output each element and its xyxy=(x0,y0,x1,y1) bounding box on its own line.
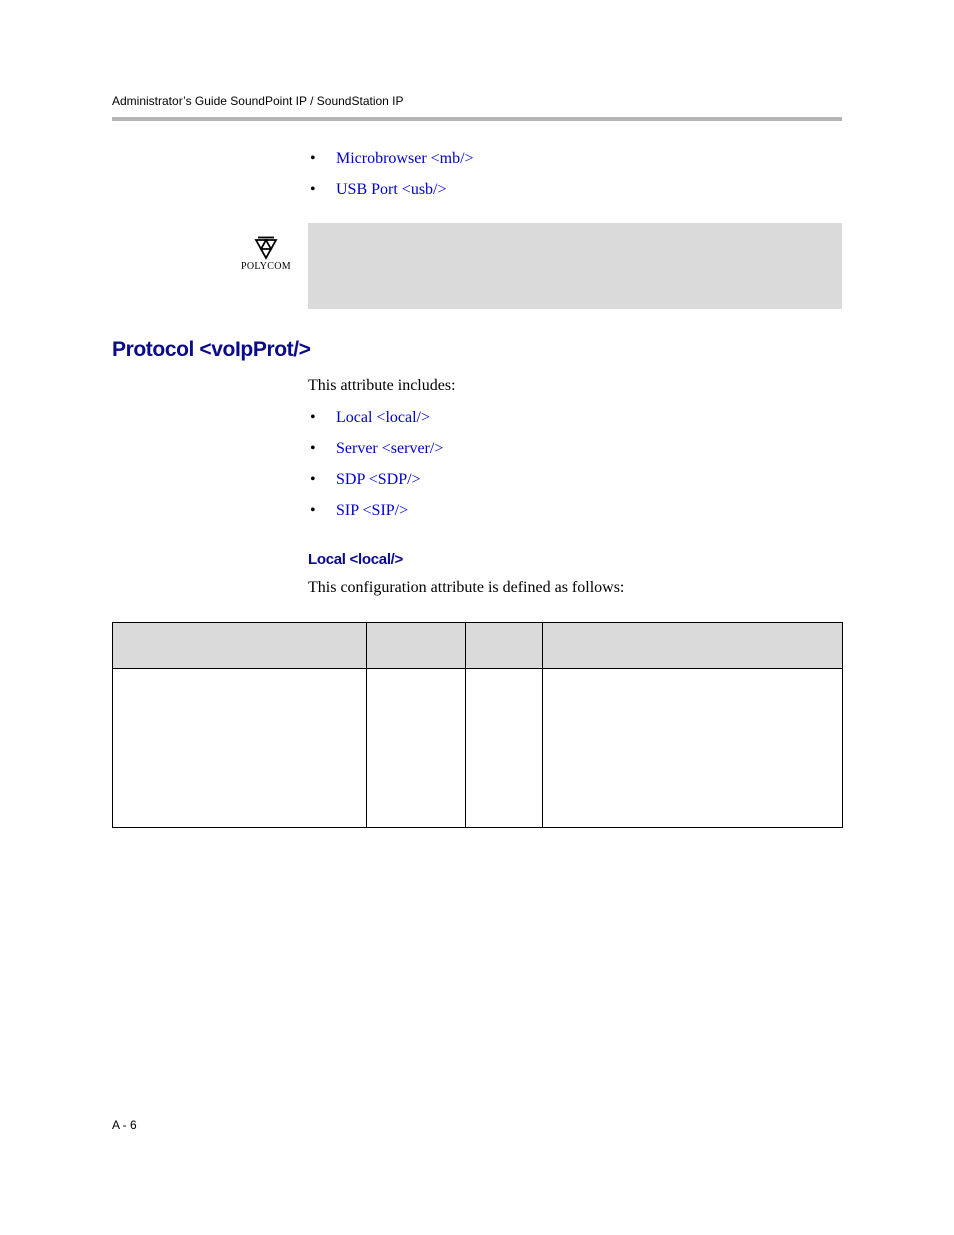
subsection-title: Local <local/> xyxy=(308,551,404,568)
list-item xyxy=(308,439,443,470)
bullet-icon: • xyxy=(310,181,316,198)
link-server[interactable]: Server <server/> xyxy=(336,440,444,457)
list-item xyxy=(308,470,443,501)
note-box xyxy=(308,223,842,309)
section-intro: This attribute includes: xyxy=(308,377,456,394)
logo-text: POLYCOM xyxy=(241,261,291,272)
top-bullet-list xyxy=(308,149,474,211)
bullet-icon: • xyxy=(310,502,316,519)
bullet-icon: • xyxy=(310,150,316,167)
bullet-icon: • xyxy=(310,409,316,426)
link-sip[interactable]: SIP <SIP/> xyxy=(336,502,409,519)
list-item xyxy=(308,180,474,211)
link-microbrowser[interactable]: Microbrowser <mb/> xyxy=(336,150,474,167)
table-header-cell xyxy=(113,623,367,669)
page-number: A - 6 xyxy=(112,1118,137,1132)
subsection-intro: This configuration attribute is defined as follows: xyxy=(308,579,625,596)
bullet-icon: • xyxy=(310,440,316,457)
header-rule xyxy=(112,117,842,121)
bullet-icon: • xyxy=(310,471,316,488)
section-title: Protocol <voIpProt/> xyxy=(112,338,311,361)
table-cell xyxy=(113,669,367,828)
table-header-cell xyxy=(367,623,466,669)
table-header-cell xyxy=(466,623,543,669)
table-cell xyxy=(367,669,466,828)
protocol-bullet-list xyxy=(308,408,443,532)
config-table xyxy=(112,622,843,828)
link-usb-port[interactable]: USB Port <usb/> xyxy=(336,181,447,198)
table-header-cell xyxy=(543,623,843,669)
link-local[interactable]: Local <local/> xyxy=(336,409,431,426)
link-sdp[interactable]: SDP <SDP/> xyxy=(336,471,421,488)
list-item xyxy=(308,501,443,532)
table-header-row xyxy=(113,623,843,669)
logo xyxy=(232,236,300,280)
list-item xyxy=(308,408,443,439)
table-row xyxy=(113,669,843,828)
running-header: Administrator’s Guide SoundPoint IP / SoundStation IP xyxy=(112,94,404,108)
list-item xyxy=(308,149,474,180)
polycom-logo-icon xyxy=(252,236,280,260)
table-cell xyxy=(466,669,543,828)
table-cell xyxy=(543,669,843,828)
